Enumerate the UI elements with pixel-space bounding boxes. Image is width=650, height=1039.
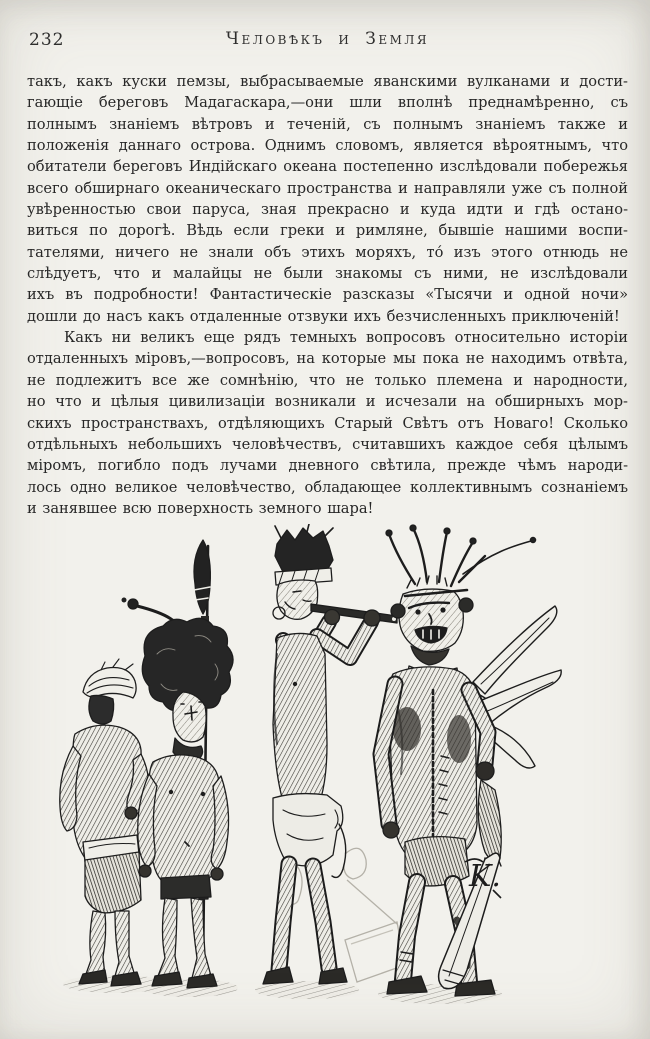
text-line: лось одно великое человѣчество, обладающее коллективнымъ сознаніемъ (27, 478, 628, 496)
text-line: обитатели береговъ Индійскаго океана постепенно изслѣдовали побережья (27, 158, 628, 176)
figure-turbaned-islander (60, 659, 149, 986)
text-line: дошли до насъ какъ отдаленные отзвуки ихъ безчисленныхъ приключеній! (27, 307, 620, 325)
feather-headdress (386, 525, 536, 588)
text-line: и занявшее всю поверхность земного шара! (27, 499, 374, 517)
text-line: положенія даннаго острова. Однимъ словомъ, является вѣроятнымъ, что (27, 137, 628, 155)
text-line: скихъ пространствахъ, отдѣляющихъ Старый Свѣтъ отъ Новаго! Сколько (27, 414, 628, 432)
text-line: тателями, ничего не знали объ этихъ моряхъ, то́ изъ этого отнюдь не (27, 243, 628, 261)
text-line: такъ, какъ куски пемзы, выбрасываемые яванскими вулканами и дости- (27, 73, 628, 90)
text-line: полнымъ знаніемъ вѣтровъ и теченій, съ полнымъ знаніемъ также и (27, 115, 628, 133)
figure-feathered-chief (381, 525, 561, 996)
text-line: Какъ ни великъ еще рядъ темныхъ вопросовъ относительно исторіи (64, 329, 628, 347)
text-line: виться по дорогѣ. Вѣдь если греки и римляне, бывшіе нашими воспи- (27, 222, 628, 240)
text-line: ихъ въ подробности! Фантастическіе разсказы «Тысячи и одной ночи» (27, 286, 628, 304)
text-line: но что и цѣлыя цивилизаціи возникали и исчезали на обширныхъ мор- (27, 393, 628, 411)
text-line: гающіе береговъ Мадагаскара,—они шли вполнѣ преднамѣренно, съ (27, 94, 628, 112)
text-line: міромъ, погибло подъ лучами дневного свѣтила, прежде чѣмъ народи- (27, 457, 628, 475)
text-line: всего обширнаго океаническаго пространства и направляли уже съ полной (27, 179, 628, 197)
page-header (27, 29, 628, 53)
artist-monogram: K. (469, 859, 501, 894)
text-line: слѣдуетъ, что и малайцы не были знакомы съ ними, не изслѣдовали (27, 265, 628, 283)
engraving-four-islanders (45, 524, 605, 1018)
body-text (27, 71, 628, 519)
text-line: отдаленныхъ міровъ,—вопросовъ, на которые мы пока не находимъ отвѣта, (27, 350, 628, 368)
page-number: 232 (29, 30, 65, 50)
faint-sketch-lines (284, 848, 405, 982)
text-line: не подлежитъ все же сомнѣнію, что не только племена и народности, (27, 371, 628, 389)
running-title: Человѣкъ и Земля (225, 29, 430, 49)
text-line: отдѣльныхъ небольшихъ человѣчествъ, считавшихъ каждое себя цѣлымъ (27, 435, 628, 453)
text-line: увѣренностью свои паруса, зная прекрасно и куда идти и гдѣ остано- (27, 201, 628, 219)
engraving-illustration (45, 524, 605, 1018)
